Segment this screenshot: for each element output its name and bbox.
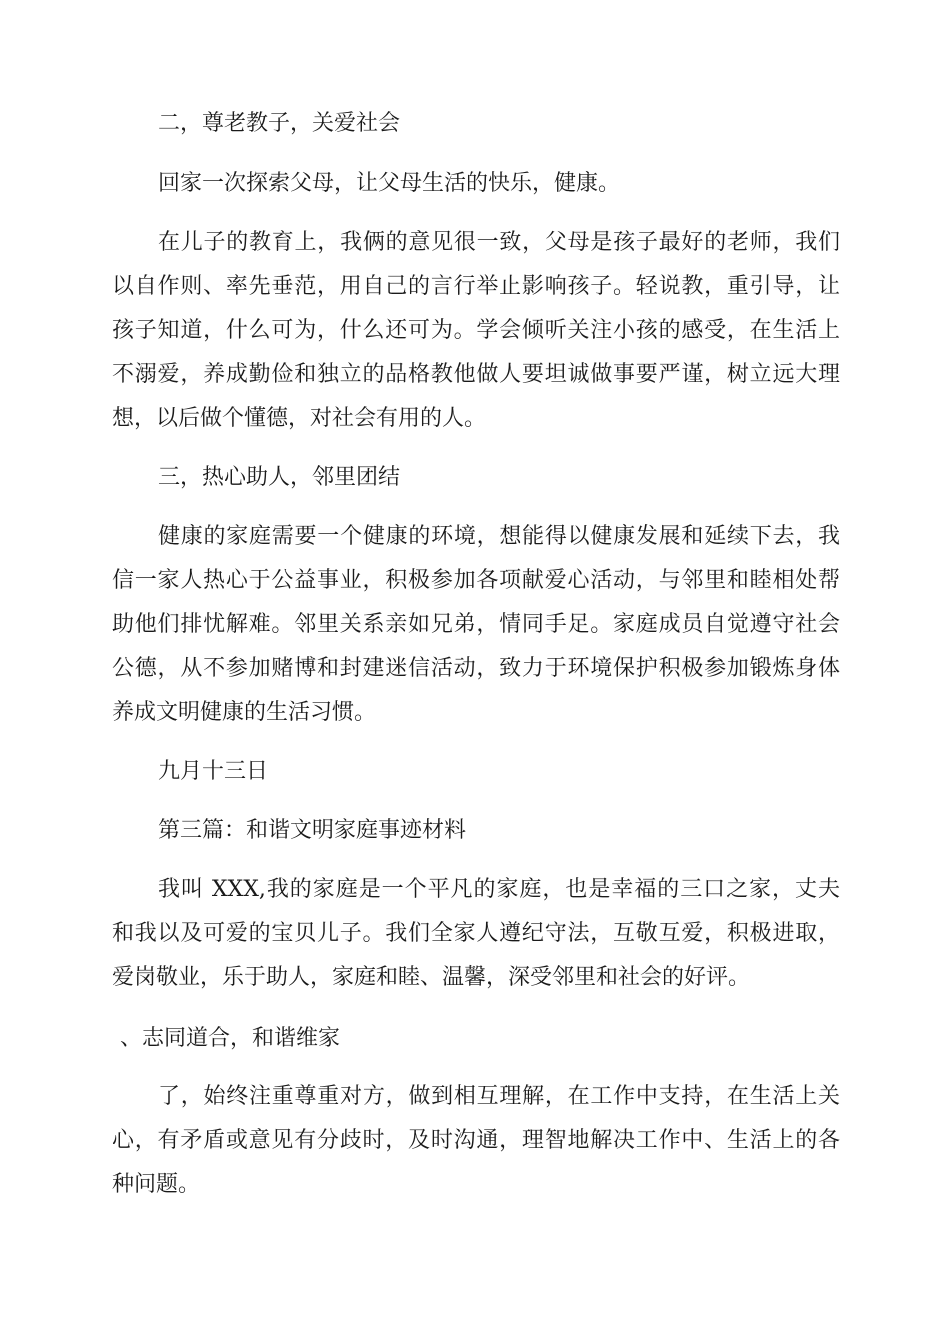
section-heading-3: 三，热心助人，邻里团结 [158, 465, 401, 490]
paragraph-education-line-5: 想，以后做个懂德，对社会有用的人。 [112, 406, 487, 431]
paragraph-health-line-5: 养成文明健康的生活习惯。 [112, 700, 377, 725]
paragraph-intro-line-1: 我叫 XXX,我的家庭是一个平凡的家庭，也是幸福的三口之家，丈夫 [158, 877, 840, 902]
article-title: 第三篇：和谐文明家庭事迹材料 [158, 818, 467, 843]
paragraph-education-line-2: 以自作则、率先垂范，用自己的言行举止影响孩子。轻说教，重引导，让 [112, 274, 840, 299]
section-heading-2: 二，尊老教子，关爱社会 [158, 111, 401, 136]
paragraph-education-line-1: 在儿子的教育上，我俩的意见很一致，父母是孩子最好的老师，我们 [158, 230, 840, 255]
paragraph-intro-line-3: 爱岗敬业，乐于助人，家庭和睦、温馨，深受邻里和社会的好评。 [112, 965, 751, 990]
paragraph-health-line-3: 助他们排忧解难。邻里关系亲如兄弟，情同手足。家庭成员自觉遵守社会 [112, 612, 840, 637]
paragraph-intro-line-2: 和我以及可爱的宝贝儿子。我们全家人遵纪守法，互敬互爱，积极进取， [112, 921, 840, 946]
section-heading-1: 、志同道合，和谐维家 [120, 1026, 341, 1051]
paragraph-harmony-line-1: 了，始终注重尊重对方，做到相互理解，在工作中支持，在生活上关 [158, 1084, 840, 1109]
date-text: 九月十三日 [158, 759, 269, 784]
paragraph-health-line-2: 信一家人热心于公益事业，积极参加各项献爱心活动，与邻里和睦相处帮 [112, 568, 840, 593]
paragraph-visit-parents: 回家一次探索父母，让父母生活的快乐，健康。 [158, 171, 621, 196]
paragraph-education-line-3: 孩子知道，什么可为，什么还可为。学会倾听关注小孩的感受，在生活上 [112, 318, 840, 343]
paragraph-harmony-line-3: 种问题。 [112, 1172, 201, 1197]
paragraph-health-line-1: 健康的家庭需要一个健康的环境，想能得以健康发展和延续下去，我 [158, 524, 840, 549]
paragraph-harmony-line-2: 心，有矛盾或意见有分歧时，及时沟通，理智地解决工作中、生活上的各 [112, 1128, 840, 1153]
paragraph-education-line-4: 不溺爱，养成勤俭和独立的品格教他做人要坦诚做事要严谨，树立远大理 [112, 362, 840, 387]
paragraph-health-line-4: 公德，从不参加赌博和封建迷信活动，致力于环境保护积极参加锻炼身体 [112, 656, 840, 681]
